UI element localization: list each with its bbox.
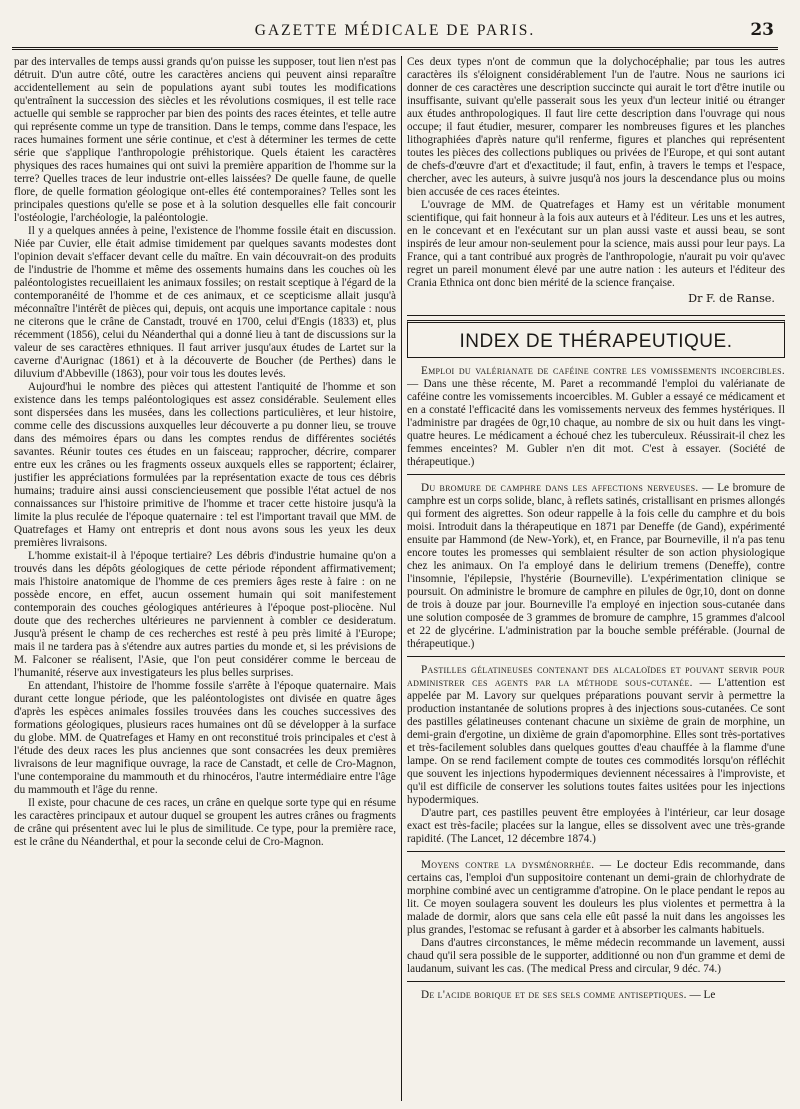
therapy-entry-text [407,989,785,1002]
therapy-entry-text [407,664,785,807]
article-paragraph: Ces deux types n'ont de commun que la dolychocéphalie; par tous les autres caractères ils s'éloignent considérablement l'un de l'autre. Nous ne saurions ici donner de ces caractères une description succincte qui aurait le tort d'être inutile ou insuffisante, suivant qu'elle passerait sous les yeux d'un lecteur initié ou étranger aux études anthropologiques. Il faut lire cette description dans l'ouvrage qui nous occupe; il faut étudier, mesurer, comparer les nombreuses figures et les planches lithographiées d'après nature qu'il renferme, figures et planches qui représentent toutes les pièces des collections publiques ou privées de l'Europe, et qui sont autant de chefs-d'œuvre d'art et d'exactitude; il faut, enfin, à travers le temps et l'espace, chercher, avec les auteurs, à suivre jusqu'à nos jours la descendance plus ou moins bien accusée de ces races éteintes. [407,56,785,198]
therapy-entry-text [407,365,785,469]
therapy-entry [407,859,785,982]
left-column [14,56,396,1103]
section-divider [407,656,785,657]
index-heading-box [407,320,785,358]
therapy-entry-label: Du bromure de camphre dans les affections nerveuses. [421,482,699,494]
article-paragraph: Aujourd'hui le nombre des pièces qui attestent l'antiquité de l'homme et son existence dans les temps paléontologiques est assez considérable. Seulement elles sont dispersées dans les musées, dans les collections particulières, et leur histoire, comme celle des discussions auxquelles leur découverte a pu donner lieu, se trouve dans des mémoires épars ou dans les comptes rendus de différentes sociétés savantes. Réunir toutes ces études en un faisceau; rapprocher, décrire, comparer entre eux les crânes ou les fragments osseux auxquels elles se rapportent; éclairer, justifier les appréciations formulées par la représentation exacte de tous ces débris humains; traduire ainsi aussi consciencieusement que possible l'état actuel de nos connaissances sur l'histoire primitive de l'homme et tracer cette histoire jusqu'à la limite la plus reculée de l'époque quaternaire : tel est l'important travail que MM. de Quatrefages et Hamy ont entrepris et dont nous avons sous les yeux les deux premières livraisons. [14,381,396,549]
section-divider [407,851,785,852]
therapy-entry-body: — L'attention est appelée par M. Lavory sur quelques préparations pouvant servir à permettre la production instantanée de solutions propres à des injections sous-cutanées. Ce sont des pastilles gélatineuses contenant chacune un sixième de grain de morphine, un demi-grain d'ergotine, un dixième de grain d'apomorphine. Elles sont très-portatives et très-facilement solubles dans quelques gouttes d'eau chauffée à la flamme d'une lampe. On se rend facilement compte de toutes ces commodités lorsqu'on réfléchit que souvent les injections hypodermiques deviennent nécessaires à l'improviste, et qu'il est difficile de conserver les solutions toutes faites usitées pour les injections hypodermiques. [407,677,785,806]
therapy-entry-label: Moyens contre la dysménorrhée. [421,859,595,871]
article-paragraph: En attendant, l'histoire de l'homme fossile s'arrête à l'époque quaternaire. Mais durant cette longue période, que les paléontologistes ont divisée en quatre âges d'après les espèces animales fossiles trouvées dans les couches successives des formations géologiques, plusieurs races humaines ont dû se développer à la surface du globe. MM. de Quatrefages et Hamy en ont reconstitué trois principales et c'est à l'étude des deux races les plus anciennes que sont consacrées les deux premières livraisons de leur magnifique ouvrage, la race de Canstadt, et celle de Cro-Magnon, l'une contemporaine du mammouth et du rhinocéros, l'autre intermédiaire entre l'âge du mammouth et l'âge du renne. [14,680,396,796]
index-title: INDEX DE THÉRAPEUTIQUE. [459,331,733,352]
section-divider [407,474,785,475]
column-divider [401,56,402,1101]
therapy-entry-continuation: Dans d'autres circonstances, le même médecin recommande un lavement, aussi chaud qu'il sera possible de le supporter, additionné ou non d'un gramme et demi de laudanum, suivant les cas. (The medical Press and circular, 9 déc. 74.) [407,937,785,975]
right-column [407,56,785,1103]
page-number: 23 [750,20,774,40]
article-paragraph: L'homme existait-il à l'époque tertiaire? Les débris d'industrie humaine qu'on a trouvés dans les dépôts géologiques de cette période répondent affirmativement; mais l'histoire anatomique de l'homme de ces premiers âges reste à faire : on ne possède encore, en effet, aucun ossement humain qui soit manifestement contemporain des couches géologiques antérieures à l'époque post-pliocène. Nul doute que des recherches ultérieures ne parviennent à combler ce desideratum. Jusqu'à présent le champ de ces recherches est resté à peu près limité à l'Europe; mais il ne tardera pas à s'étendre aux autres parties du monde et, si les prévisions de M. Falconer se réalisent, l'Asie, que l'on peut considérer comme le berceau de l'humanité, réserve aux investigateurs les plus belles surprises. [14,550,396,679]
therapy-entry-continuation: D'autre part, ces pastilles peuvent être employées à l'intérieur, car leur dosage exact est très-facile; placées sur la langue, elles se dissolvent avec une très-grande rapidité. (The Lancet, 12 décembre 1874.) [407,807,785,845]
section-divider [407,315,785,316]
therapy-entry-body: — Le [686,989,716,1001]
therapy-entry-label: De l'acide borique et de ses sels comme antiseptiques. [421,989,687,1001]
author-signature: Dr F. de Ranse. [688,292,775,305]
article-paragraph: L'ouvrage de MM. de Quatrefages et Hamy est un véritable monument scientifique, qui fait honneur à la fois aux auteurs et à l'éditeur. Les uns et les autres, en le concevant et en l'exécutant sur un plan aussi vaste et aussi beau, se sont inspirés de leur amour non-seulement pour la science, mais aussi pour leur pays. La France, qui a tant contribué aux progrès de l'anthropologie, n'aurait pu voir qu'avec regret un pareil monument élevé par une autre nation : les auteurs et l'éditeur des Crania Ethnica ont donc bien mérité de la science française. [407,199,785,289]
therapy-entry-text [407,859,785,937]
article-paragraph: par des intervalles de temps aussi grands qu'on puisse les supposer, tout lien n'est pas détruit. D'un autre côté, outre les caractères anciens qui peuvent ainsi reparaître accidentellement au sein de populations ayant subi toutes les modifications qu'entraînent la succession des siècles et les révolutions cosmiques, il est telle race actuelle qui semble se rapprocher par bien des points des races éteintes, et telle autre qui représente comme un type de transition. Dans le temps, comme dans l'espace, les races humaines forment une série continue, et c'est à déterminer les termes de cette série que s'applique l'anthropologie préhistorique. Quels étaient les caractères physiques des races humaines qui ont suivi la première apparition de l'homme sur la terre? Quelles traces de leur industrie ont-elles laissées? De quelle faune, de quelle flore, de quelle formation géologique ont-elles été contemporaines? Telles sont les principales questions qu'elle se pose et à la solution desquelles elle fait concourir l'ostéologie, l'archéologie, la paléontologie. [14,56,396,224]
article-paragraph: Il y a quelques années à peine, l'existence de l'homme fossile était en discussion. Niée par Cuvier, elle était admise timidement par quelques savants modestes dont l'opinion devait s'effacer devant celle du maître. En vain découvrait-on des produits de l'industrie de l'homme et même des ossements humains dans les couches où les paléontologistes recueillaient les animaux fossiles; on restait sceptique à l'égard de la contemporanéité de l'homme et de ces animaux, et ce scepticisme allait jusqu'à méconnaître l'intérêt de pièces qui, depuis, ont acquis une importance capitale : nous ne citerons que le crâne de Canstadt, trouvé en 1700, celui d'Engis (1833) et, plus récemment (1856), celui du Néanderthal qui a donné lieu à tant de discussions sur la valeur de ses caractères ethniques. Il faut arriver jusqu'aux études de Lartet sur la caverne d'Aurignac (1861) et à la découverte de Boucher (de Perthes) dans le diluvium d'Abbeville (1863), pour voir tous les doutes levés. [14,225,396,380]
therapy-entry [407,365,785,475]
page-header [12,18,778,50]
therapy-entry-body: — Le bromure de camphre est un corps solide, blanc, à reflets satinés, cristallisant en prismes allongés qui forment des aigrettes. Son odeur rappelle à la fois celle du camphre et du bois moisi. Introduit dans la thérapeutique en 1871 par Deneffe (de Gand), expérimenté ensuite par Hammond (de New-York), et, en France, par Bourneville, il n'a pas tenu encore toutes les promesses qui semblaient résulter de son action physiologique chez les animaux. On l'a employé dans le delirium tremens (Deneffe), contre l'insomnie, l'épilepsie, l'hystérie (Bourneville). L'expérimentation clinique se poursuit. On administre le bromure de camphre en pilules de 0gr,10, dont on donne de trois à douze par jour. Bourneville l'a employé en injection sous-cutanée dans une solution composée de 3 grammes de bromure de camphre, 15 grammes d'alcool et 22 de glycérine. L'administration par la bouche semble préférable. (Journal de thérapeutique.) [407,482,785,650]
journal-title: GAZETTE MÉDICALE DE PARIS. [254,22,536,39]
therapy-entry-text [407,482,785,651]
therapy-entry [407,664,785,852]
therapy-entry-label: Pastilles gélatineuses contenant des alcaloïdes et pouvant servir pour administrer ces agents par la méthode sous-cutanée. [407,664,785,689]
section-divider [407,981,785,982]
therapy-entry [407,482,785,657]
header-rule [12,47,778,50]
article-paragraph: Il existe, pour chacune de ces races, un crâne en quelque sorte type qui en résume les caractères principaux et autour duquel se groupent les autres crânes ou fragments de crâne qui présentent avec lui le plus de similitude. Ce type, pour la première race, est le crâne du Néanderthal, et pour la seconde celui de Cro-Magnon. [14,797,396,848]
therapy-entry-body: — Le docteur Edis recommande, dans certains cas, l'emploi d'un suppositoire contenant un demi-grain de chlorhydrate de morphine combiné avec un centigramme d'atropine. On le place pendant le repos au lit. Ce moyen soulagera souvent les douleurs les plus violentes et permettra à la malade de dormir, alors que sans cela elle eût passé la nuit dans les angoisses les plus grandes, l'estomac se refusant à garder et à absorber les calmants habituels. [407,859,785,936]
therapy-entry-label: Emploi du valérianate de caféine contre les vomissements incoercibles. [421,365,785,377]
therapy-entry-body: — Dans une thèse récente, M. Paret a recommandé l'emploi du valérianate de caféine contre les vomissements incoercibles. M. Gubler a essayé ce médicament et en a constaté l'efficacité dans les vomissements nerveux des femmes hystériques. Il l'administre par dragées de 0gr,10 chaque, au nombre de six ou huit dans les vingt-quatre heures. Le médicament a échoué chez les tuberculeux. Réussirait-il chez les femmes enceintes? M. Gubler n'en dit mot. C'est à essayer. (Société de thérapeutique.) [407,378,785,468]
therapy-entry [407,989,785,1002]
